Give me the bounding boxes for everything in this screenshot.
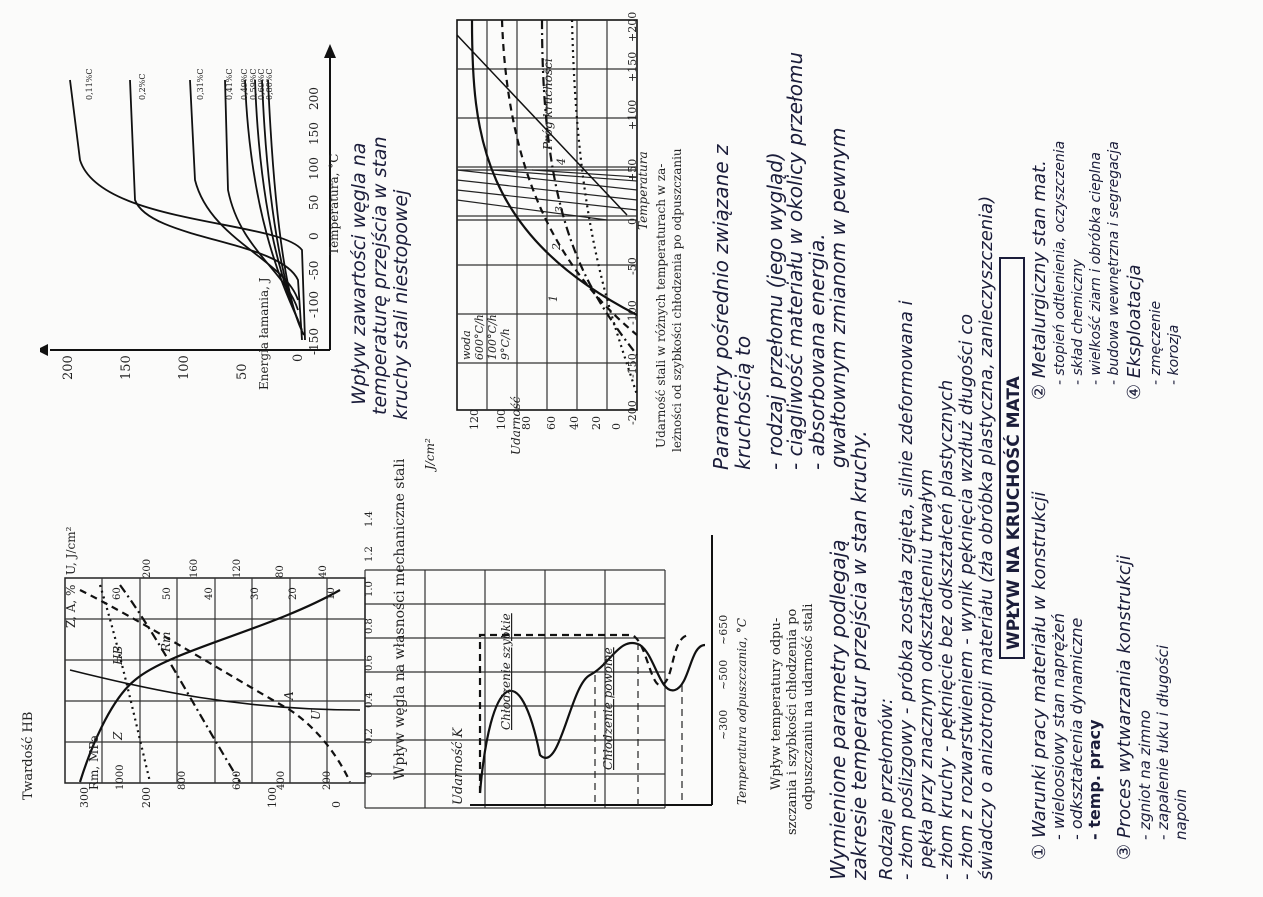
curve-label-u: U: [309, 709, 323, 720]
threshold-label: Próg kruchości: [541, 58, 555, 150]
energy-x-tick: -100: [307, 291, 321, 318]
impact-x-tick: 0: [626, 218, 639, 225]
impact-x-tick: +100: [626, 99, 639, 130]
note-d-item3b: - zapalenie łuku i długości: [1154, 645, 1172, 840]
note-a-line3: kruchy stali niestopowej: [390, 189, 412, 420]
za-tick: 30: [250, 587, 261, 600]
za-tick: 20: [288, 587, 299, 600]
note-d-title: WPŁYW NA KRUCHOŚĆ MATA: [1004, 376, 1024, 650]
impact-x-tick: +150: [626, 51, 639, 82]
za-tick: 10: [326, 587, 337, 600]
u-tick: 40: [318, 565, 329, 578]
energy-x-tick: 50: [307, 194, 321, 210]
rm-tick: 200: [322, 770, 333, 790]
note-d-item3a: - zgniot na zimno: [1136, 710, 1154, 840]
curve-label-hb: HB: [111, 645, 125, 665]
u-tick: 160: [189, 558, 200, 578]
carbon-chart: [40, 560, 380, 820]
u-tick: 200: [142, 558, 153, 578]
legend-item: woda: [460, 330, 473, 360]
temper-x-label: Temperatura odpuszczania, °C: [735, 617, 749, 805]
note-b-line5: - absorbowana energia.: [805, 233, 829, 470]
temper-x-tick: ~300: [717, 709, 730, 740]
carbon-right-axis-label2: U, J/cm²: [64, 526, 78, 575]
legend-item: 100°C/h: [486, 314, 499, 360]
impact-x-tick: -200: [626, 400, 639, 425]
impact-x-label: Temperatura: [636, 151, 650, 230]
c-tick: 0.4: [364, 692, 375, 708]
hb-tick: 100: [266, 787, 279, 808]
impact-y-tick: 80: [520, 416, 533, 430]
note-c-line3: pękła przy znacznym odkształceniu trwałym: [916, 468, 937, 868]
curve-label-a: A: [282, 691, 296, 700]
note-d-item2c: - wielkość ziarn i obróbka cieplna: [1088, 152, 1104, 385]
note-d-item2: ② Metalurgiczny stan mat.: [1029, 160, 1050, 400]
za-tick: 40: [204, 587, 215, 600]
hb-tick: 200: [140, 787, 153, 808]
impact-y-tick: 20: [590, 416, 603, 430]
za-tick: 60: [112, 587, 123, 600]
note-d-item2b: - skład chemiczny: [1070, 259, 1086, 385]
c-tick: 1.0: [364, 581, 375, 597]
note-d-item4b: - korozja: [1166, 324, 1182, 385]
impact-x-tick: +50: [626, 158, 639, 182]
impact-y-label: Udarność: [509, 396, 523, 455]
impact-y-tick: 40: [568, 416, 581, 430]
carbon-rm-axis-label: Rm, MPa: [87, 734, 101, 790]
rm-tick: 800: [177, 770, 188, 790]
temper-caption-3: odpuszczaniu na udarność stali: [801, 603, 816, 810]
rm-tick: 600: [232, 770, 243, 790]
c-tick: 0: [364, 771, 375, 778]
curve-number: 3: [553, 206, 566, 213]
za-tick: 50: [162, 587, 173, 600]
note-a-line2: temperaturę przejścia w stan: [369, 136, 391, 415]
note-d-item1: ① Warunki pracy materiału w konstrukcji: [1029, 491, 1050, 860]
impact-y-tick: 0: [610, 423, 623, 430]
u-tick: 80: [275, 565, 286, 578]
c-tick: 0.6: [364, 655, 375, 671]
hb-tick: 300: [78, 787, 91, 808]
legend-item: 600°C/h: [473, 314, 486, 360]
figure-temper-cooling: [450, 525, 740, 825]
hb-tick: 0: [330, 801, 343, 808]
temper-y-label: Udarność K: [451, 727, 466, 805]
note-b-line1: Parametry pośrednio związane z: [709, 144, 733, 470]
series-label: 0,59%C: [249, 68, 258, 100]
energy-y-label: Energia łamania, J: [257, 277, 271, 390]
series-label: 0,49%C: [240, 68, 249, 100]
note-b-line7: zakresie temperatur przejścia w stan kruchy.: [847, 430, 871, 880]
carbon-right-axis-label: Z, A, %: [64, 584, 78, 628]
curve-label-z: Z: [111, 731, 125, 740]
note-d-item3: ③ Proces wytwarzania konstrukcji: [1114, 555, 1135, 860]
note-d-item2a: - stopień odtlenienia, oczyszczenia: [1052, 140, 1068, 385]
note-d-item1c: - temp. pracy: [1085, 719, 1104, 840]
temper-caption-1: Wpływ temperatury odpu-: [769, 617, 784, 790]
c-tick: 0.2: [364, 728, 375, 744]
curve-label-rm: Rm: [159, 631, 173, 652]
impact-x-tick: -100: [626, 300, 639, 325]
figure-impact-cooling: [452, 15, 642, 415]
series-label: 0,41%C: [225, 68, 234, 100]
energy-y-tick: 0: [291, 353, 306, 362]
impact-y-tick: 60: [545, 416, 558, 430]
series-label: 0,80%C: [265, 68, 274, 100]
carbon-caption: Wpływ węgla na własności mechaniczne stali: [392, 458, 408, 780]
energy-x-tick: 200: [307, 87, 321, 110]
impact-y-tick: 100: [495, 409, 508, 430]
energy-x-tick: 0: [307, 232, 321, 240]
note-b-line6: gwałtownym zmianom w pewnym: [826, 127, 850, 468]
energy-y-tick: 200: [61, 355, 76, 380]
rm-tick: 400: [276, 770, 287, 790]
note-c-line6: świadczy o anizotropii materiału (zła obróbka plastyczna, zanieczyszczenia): [976, 195, 997, 880]
note-b-line2: kruchością to: [731, 335, 755, 470]
energy-y-tick: 100: [177, 355, 192, 380]
impact-x-tick: +200: [626, 11, 639, 42]
impact-y-unit: J/cm²: [423, 438, 437, 470]
figure-energy-temperature: [40, 40, 340, 370]
rm-tick: 1000: [115, 764, 126, 790]
note-d-item4: ④ Eksploatacja: [1124, 264, 1145, 400]
u-tick: 120: [232, 558, 243, 578]
energy-x-tick: -150: [307, 328, 321, 355]
temper-x-tick: ~650: [717, 614, 730, 645]
impact-caption-2: leżności od szybkości chłodzenia po odpuszczaniu: [670, 148, 684, 452]
carbon-left-axis-label: Twardość HB: [21, 711, 36, 800]
curve-number: 4: [555, 158, 568, 165]
note-d-item4a: - zmęczenie: [1148, 300, 1164, 385]
impact-y-tick: 120: [468, 409, 481, 430]
curve-slow-label: Chłodzenie powolne: [601, 647, 615, 770]
curve-number: 2: [550, 243, 563, 250]
note-d-item3c: napoin: [1172, 788, 1190, 840]
impact-caption-1: Udarność stali w różnych temperaturach w za-: [654, 163, 668, 448]
series-label: 0,2%C: [138, 73, 147, 100]
note-d-item1b: - odkształcenia dynamiczne: [1067, 617, 1086, 840]
note-d-title-box: [1000, 258, 1024, 658]
energy-x-tick: 150: [307, 122, 321, 145]
c-tick: 1.4: [364, 511, 375, 527]
temper-x-tick: ~500: [717, 659, 730, 690]
energy-x-tick: 100: [307, 157, 321, 180]
temper-caption-2: szczania i szybkości chłodzenia po: [785, 608, 800, 835]
impact-x-tick: -50: [626, 257, 639, 275]
note-a-line1: Wpływ zawartości węgla na: [348, 142, 370, 405]
note-b-line4: - ciągliwość materiału w okolicy przełomu: [783, 51, 807, 470]
note-b-line6a: Wymienione parametry podlegają: [826, 539, 850, 880]
note-c-line4: - złom kruchy - pęknięcie bez odkształceń plastycznych: [936, 379, 957, 880]
legend-item: 9°C/h: [499, 328, 512, 360]
curve-fast-label: Chłodzenie szybkie: [499, 613, 513, 730]
series-label: 0,31%C: [196, 68, 205, 100]
note-c-line5: - złom z rozwarstwieniem - wynik pęknięcia wzdłuż długości co: [956, 313, 977, 880]
energy-x-tick: -50: [307, 260, 321, 280]
series-label: 0,11%C: [85, 68, 94, 100]
c-tick: 1.2: [364, 546, 375, 562]
note-b-line3: - rodzaj przełomu (jego wygląd): [763, 152, 787, 470]
note-c-line2: - złom poślizgowy - próbka została zgięta, silnie zdeformowana i: [896, 300, 917, 880]
curve-number: 1: [547, 295, 560, 302]
note-d-item2d: - budowa wewnętrzna i segregacja: [1106, 141, 1122, 385]
energy-y-tick: 50: [235, 363, 250, 380]
note-c-line1: Rodzaje przełomów:: [876, 697, 897, 880]
c-tick: 0.8: [364, 618, 375, 634]
energy-y-tick: 150: [119, 355, 134, 380]
impact-x-tick: -150: [626, 353, 639, 378]
energy-x-label: Temperatura, °C: [327, 153, 341, 255]
series-label: 0,69%C: [257, 68, 266, 100]
note-d-item1a: - wieloosiowy stan naprężeń: [1049, 612, 1068, 840]
